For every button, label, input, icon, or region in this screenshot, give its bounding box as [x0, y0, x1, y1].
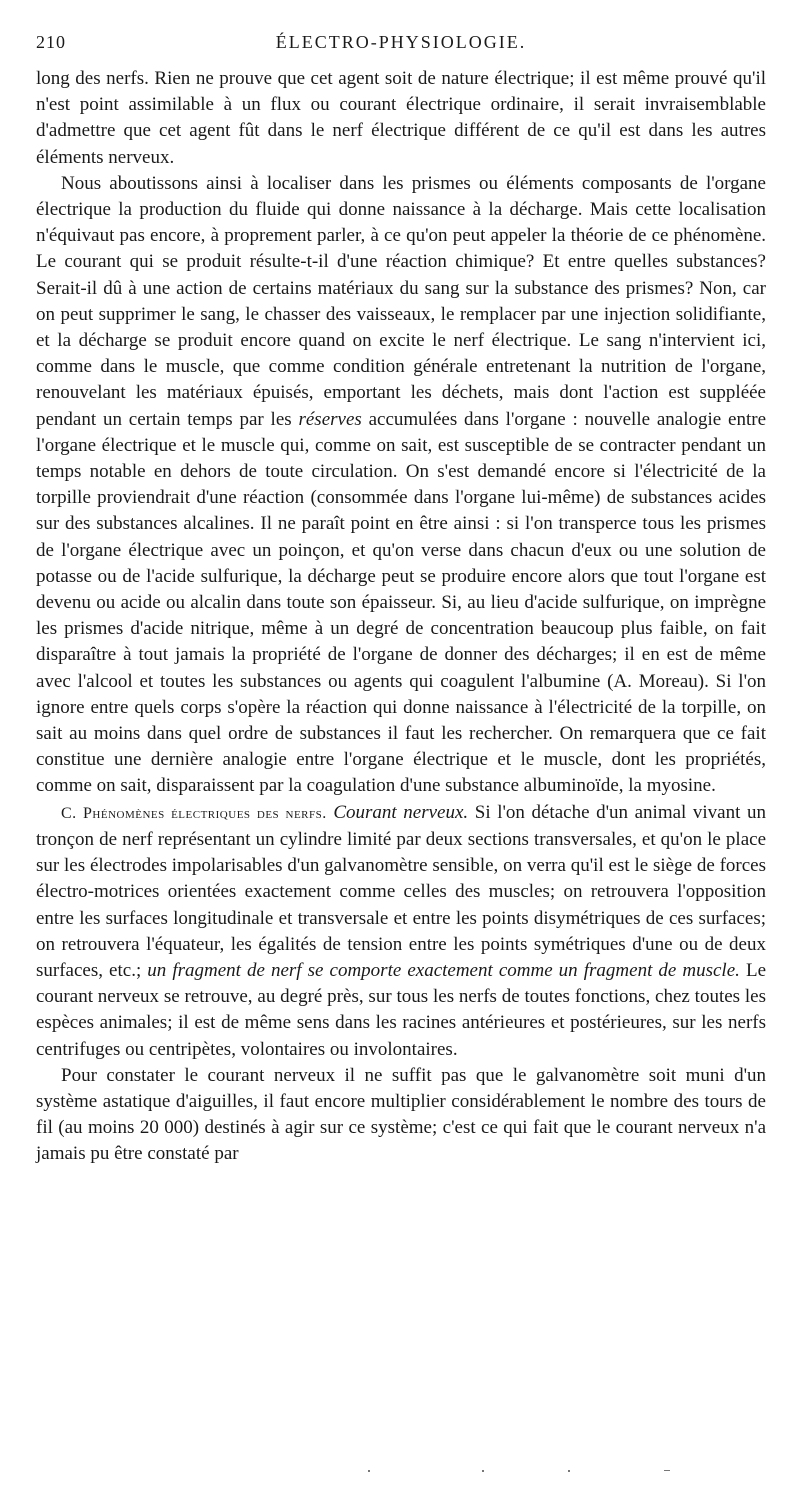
section-heading: C. Phénomènes électriques des nerfs.: [61, 804, 327, 822]
paragraph-text: Nous aboutissons ainsi à localiser dans les prismes ou éléments composants de l'organe électrique la production du fluide qui donne naissance à la décharge. Mais cette localisation n'équivaut pas encore, à proprement parler, à ce qu'on peut appeler la théorie de ce phénomène. Le courant qui se produit résulte-t-il d'une réaction chimique? Et entre quelles substances? Serait-il dû à une action de certains matériaux du sang sur la substance des prismes? Non, car on peut supprimer le sang, le chasser des vaisseaux, le remplacer par une injection solidifiante, et la décharge se produit encore quand on excite le nerf électrique. Le sang n'intervient ici, comme dans le muscle, que comme condition générale entretenant la nutrition de l'organe, renouvelant les matériaux épuisés, emportant les déchets, mais dont l'action est suppléée pendant un certain temps par les: [36, 172, 766, 430]
speck: [482, 1470, 484, 1472]
page-body: [36, 66, 766, 1168]
paragraph-nerve-current: [36, 800, 766, 1063]
running-title: ÉLECTRO-PHYSIOLOGIE.: [275, 32, 527, 52]
paragraph-electric-organ: [36, 171, 766, 800]
emphasis-reserves: réserves: [298, 408, 362, 430]
paragraph-text: Le courant nerveux se retrouve, au degré près, sur tous les nerfs de toutes fonctions, chez toutes les espèces animales; il est de même sens dans les racines antérieures et postérieures, sur les nerfs centrifuges ou centripètes, volontaires ou involontaires.: [36, 959, 766, 1060]
speck: [664, 1470, 670, 1471]
speck: [368, 1470, 370, 1472]
paragraph-text: accumulées dans l'organe : nouvelle analogie entre l'organe électrique et le muscle qui, comme on sait, est susceptible de se contracter pendant un temps notable en dehors de toute circulation. On s'est demandé encore si l'électricité de la torpille proviendrait d'une réaction (consommée dans l'organe lui-même) de substances acides sur des substances alcalines. Il ne paraît point en être ainsi : si l'on transperce tous les prismes de l'organe électrique avec un poinçon, et qu'on verse dans chacun d'eux ou une solution de potasse ou de l'acide sulfurique, la décharge peut se produire encore alors que tout l'organe est devenu ou acide ou alcalin dans toute son épaisseur. Si, au lieu d'acide sulfurique, on imprègne les prismes d'acide nitrique, même à un degré de concentration beaucoup plus faible, on fait disparaître à tout jamais la propriété de l'organe de donner des décharges; il en est de même avec l'alcool et toutes les substances ou agents qui coagulent l'albumine (A. Moreau). Si l'on ignore entre quels corps s'opère la réaction qui donne naissance à l'électricité de la torpille, on sait au moins dans quel ordre de substances il faut les rechercher. On remarquera que ce fait constitue une dernière analogie entre l'organe électrique et le muscle, dont les propriétés, comme on sait, disparaissent par la coagulation d'une substance albuminoïde, la myosine.: [36, 408, 766, 797]
speck: [568, 1470, 570, 1472]
paragraph-galvanometer: Pour constater le courant nerveux il ne suffit pas que le galvanomètre soit muni d'un système astatique d'aiguilles, il faut encore multiplier considérablement le nombre des tours de fil (au moins 20 000) destinés à agir sur ce système; c'est ce qui fait que le courant nerveux n'a jamais pu être constaté par: [36, 1064, 766, 1165]
print-specks: [360, 1468, 680, 1474]
page-number: 210: [36, 32, 66, 52]
paragraph-text: Si l'on détache d'un animal vivant un tronçon de nerf représentant un cylindre limité par deux sections transversales, et qu'on le place sur les électrodes impolarisables d'un galvanomètre sensible, on verra qu'il est le siège de forces électro-motrices orientées exactement comme celles des muscles; on retrouvera l'opposition entre les surfaces longitudinale et transversale et entre les points disymétriques de ces surfaces; on retrouvera l'équateur, les égalités de tension entre les points symétriques d'une ou de deux surfaces, etc.;: [36, 801, 766, 981]
running-header: [36, 32, 766, 56]
emphasis-fragment: un fragment de nerf se comporte exactement comme un fragment de muscle.: [147, 959, 740, 981]
section-subtitle: Courant nerveux.: [333, 801, 469, 823]
paragraph-continuation: long des nerfs. Rien ne prouve que cet agent soit de nature électrique; il est même prouvé qu'il n'est point assimilable à un flux ou courant électrique ordinaire, il serait invraisemblable d'admettre que cet agent fût dans le nerf électrique différent de ce qu'il est dans les autres éléments nerveux.: [36, 68, 766, 168]
